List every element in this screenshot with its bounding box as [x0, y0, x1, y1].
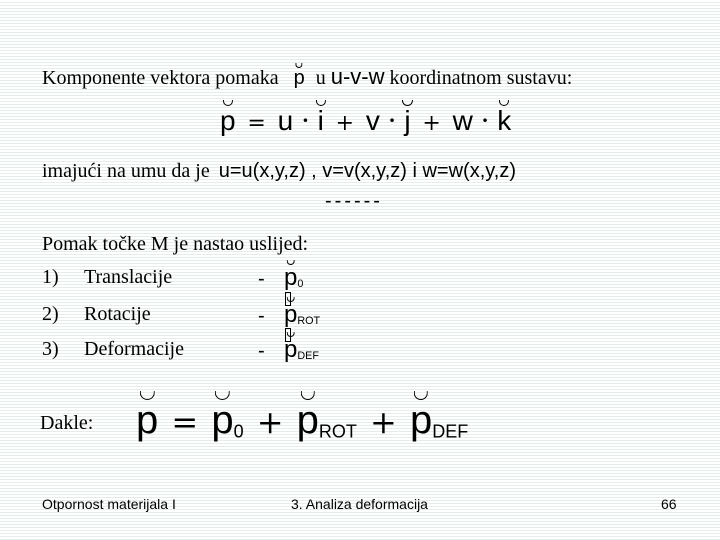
eq1-dot3: · — [480, 104, 490, 137]
eq1-i: i — [317, 105, 324, 136]
eq1-dot2: · — [387, 104, 397, 137]
equation-vector — [220, 104, 511, 137]
item-2-symbol — [284, 301, 320, 329]
concl-equals: = — [171, 403, 199, 441]
eq1-p: p — [220, 105, 236, 136]
concl-plus2: + — [370, 403, 397, 441]
p-subscript: ROT — [297, 315, 321, 328]
concl-p: p — [136, 398, 159, 442]
eq1-j: j — [404, 105, 411, 136]
concl-sub0: 0 — [233, 421, 244, 442]
item-3-dash: - — [258, 340, 265, 362]
eq1-plus1: + — [335, 111, 355, 136]
p-subscript: DEF — [297, 350, 319, 363]
p-symbol: p — [284, 301, 298, 328]
item-1-dash: - — [258, 268, 265, 290]
intro-after: koordinatnom sustavu: — [389, 67, 573, 89]
intro-line — [42, 64, 572, 90]
eq1-v: v — [365, 105, 380, 136]
eq1-w: w — [452, 105, 473, 136]
separator: ------ — [325, 190, 383, 212]
conclusion-label: Dakle: — [40, 412, 94, 434]
list-item — [42, 303, 151, 326]
item-2-dash: - — [258, 305, 265, 327]
concl-subdef: DEF — [432, 421, 469, 442]
eq1-equals: = — [247, 111, 266, 136]
footer-course: Otpornost materijala I — [42, 496, 176, 512]
vector-p: p — [293, 67, 305, 89]
list-item — [42, 338, 184, 361]
item-3-symbol — [284, 336, 319, 364]
intro-text: Komponente vektora pomaka — [42, 67, 279, 89]
concl-prot: p — [296, 398, 319, 442]
concl-plus1: + — [256, 403, 284, 441]
concl-pdef: p — [409, 398, 433, 442]
item-number: 2) — [42, 303, 59, 325]
eq1-k: k — [497, 105, 512, 136]
concl-subrot: ROT — [318, 421, 357, 442]
intro-system: u-v-w — [330, 64, 385, 89]
condition-line — [42, 160, 516, 183]
item-label: Translacije — [84, 266, 173, 288]
p-symbol: p — [284, 264, 298, 291]
intro-u: u — [315, 67, 326, 89]
item-1-symbol — [284, 264, 303, 292]
eq1-u: u — [277, 105, 294, 136]
footer-chapter: 3. Analiza deformacija — [291, 496, 428, 512]
list-item — [42, 266, 172, 289]
equation-conclusion — [136, 398, 468, 443]
concl-p0: p — [211, 398, 234, 442]
p-symbol: p — [284, 336, 298, 363]
item-label: Rotacije — [84, 303, 151, 325]
footer-page-number: 66 — [661, 496, 677, 512]
displacement-title: Pomak točke M je nastao uslijed: — [42, 233, 309, 255]
eq1-dot1: · — [300, 104, 310, 137]
condition-text: imajući na umu da je — [42, 160, 210, 182]
p-subscript: 0 — [297, 278, 304, 291]
condition-expr: u=u(x,y,z) , v=v(x,y,z) i w=w(x,y,z) — [218, 160, 516, 182]
item-number: 3) — [42, 338, 59, 360]
item-label: Deformacije — [84, 338, 184, 360]
eq1-plus2: + — [422, 111, 441, 136]
item-number: 1) — [42, 266, 59, 288]
